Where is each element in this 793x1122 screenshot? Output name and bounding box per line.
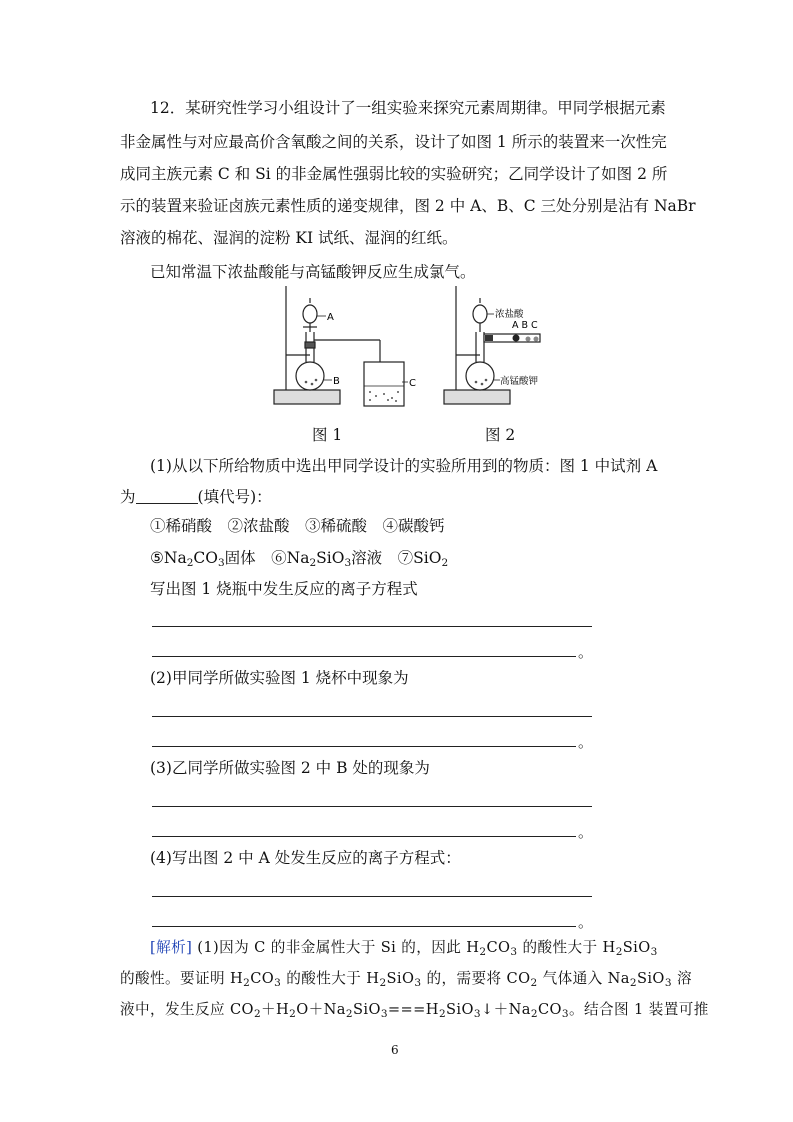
answer-line[interactable]: [152, 836, 576, 837]
fig1-label-c: C: [409, 378, 416, 389]
answer-line[interactable]: [152, 806, 592, 807]
figure-2-caption: 图 2: [485, 426, 516, 444]
analysis-line-2: 的酸性。要证明 $H_2CO_3$ 的酸性大于 $H_2SiO_3$ 的，需要将 $CO_2$ 气体通入 $Na_2SiO_3$ 溶: [120, 970, 692, 989]
answer-line[interactable]: [152, 626, 592, 627]
answer-line[interactable]: [152, 716, 592, 717]
figure-1-apparatus: [270, 282, 420, 412]
question-line-3: 成同主族元素 C 和 Si 的非金属性强弱比较的实验研究；乙同学设计了如图 2 所: [120, 165, 668, 183]
figure-2-apparatus: [440, 282, 560, 412]
figure-1-caption: 图 1: [312, 426, 343, 444]
fig2-label-acid: 浓盐酸: [495, 309, 524, 320]
options-row-1: ①稀硝酸 ②浓盐酸 ③稀硫酸 ④碳酸钙: [150, 517, 445, 535]
fig1-label-a: A: [327, 312, 334, 323]
answer-line[interactable]: [152, 746, 576, 747]
part4-prompt: (4)写出图 2 中 A 处发生反应的离子方程式：: [150, 849, 461, 867]
question-line-1: 12．某研究性学习小组设计了一组实验来探究元素周期律。甲同学根据元素: [150, 99, 666, 117]
part1-prompt-a: (1)从以下所给物质中选出甲同学设计的实验所用到的物质：图 1 中试剂 A: [150, 457, 658, 475]
part2-prompt: (2)甲同学所做实验图 1 烧杯中现象为: [150, 669, 409, 687]
known-condition: 已知常温下浓盐酸能与高锰酸钾反应生成氯气。: [150, 263, 476, 281]
end-mark: 。: [578, 913, 594, 931]
answer-blank-reagent-a[interactable]: [136, 489, 198, 504]
end-mark: 。: [578, 643, 594, 661]
question-line-4: 示的装置来验证卤族元素性质的递变规律，图 2 中 A、B、C 三处分别是沾有 NaBr: [120, 197, 696, 215]
fig2-label-kmno4: 高锰酸钾: [500, 376, 539, 387]
answer-line[interactable]: [152, 656, 576, 657]
question-line-2: 非金属性与对应最高价含氧酸之间的关系，设计了如图 1 所示的装置来一次性完: [120, 133, 667, 151]
part3-prompt: (3)乙同学所做实验图 2 中 B 处的现象为: [150, 759, 430, 777]
ion-equation-prompt: 写出图 1 烧瓶中发生反应的离子方程式: [150, 580, 418, 598]
options-row-2: ⑤Na2CO3固体 ⑥Na2SiO3溶液 ⑦SiO2: [150, 549, 449, 569]
question-line-5: 溶液的棉花、湿润的淀粉 KI 试纸、湿润的红纸。: [120, 229, 458, 247]
page-number: 6: [391, 1043, 399, 1057]
analysis-line-3: 液中，发生反应 $CO_2+H_2O+Na_2SiO_3===H_2SiO_3↓+Na_2CO_3$。结合图 1 装置可推: [120, 1001, 709, 1020]
end-mark: 。: [578, 733, 594, 751]
fig2-label-abc: A B C: [512, 320, 538, 331]
analysis-line-1: [解析] (1)因为 C 的非金属性大于 Si 的，因此 $H_2CO_3$ 的酸性大于 $H_2SiO_3$: [150, 939, 658, 958]
analysis-tag: [解析]: [150, 939, 193, 956]
answer-line[interactable]: [152, 926, 576, 927]
end-mark: 。: [578, 823, 594, 841]
part1-prompt-b: 为 (填代号)：: [120, 488, 272, 506]
answer-line[interactable]: [152, 896, 592, 897]
fig1-label-b: B: [333, 376, 340, 387]
